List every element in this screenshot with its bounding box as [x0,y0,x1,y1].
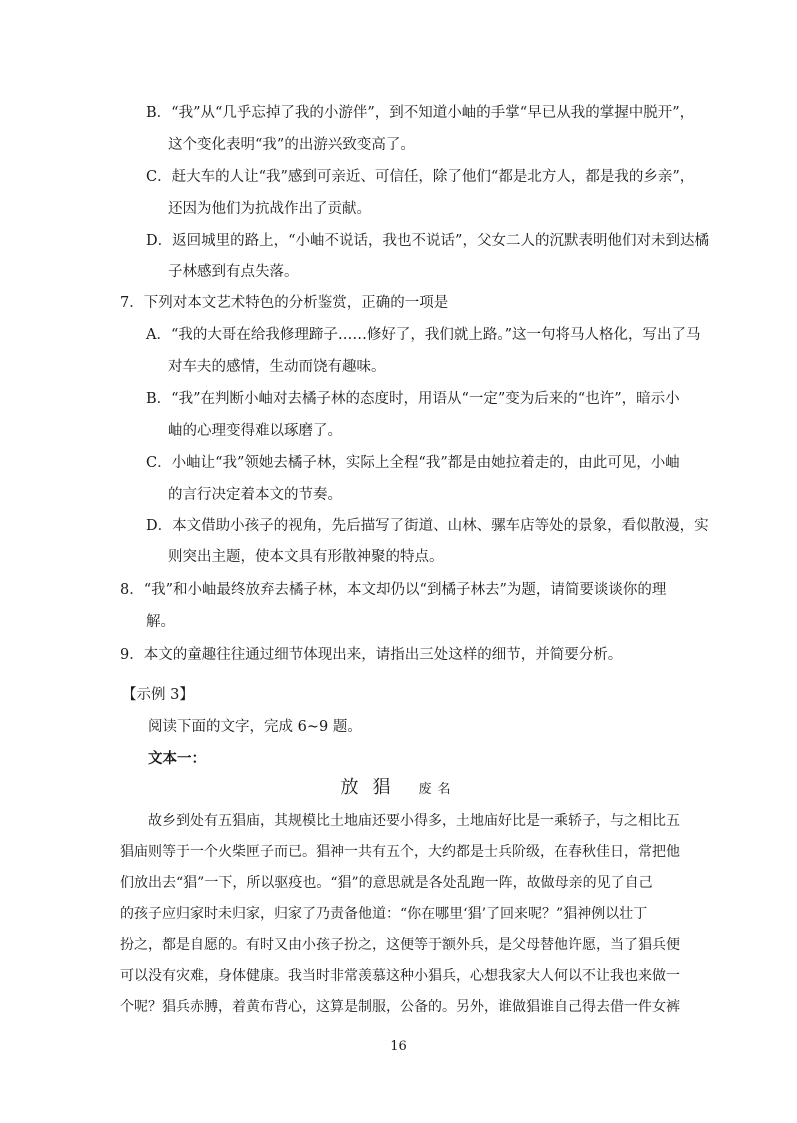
q6-option-c-line1: C．赶大车的人让“我”感到可亲近、可信任，除了他们“都是北方人，都是我的乡亲”， [146,169,695,185]
passage-author: 废名 [418,782,457,797]
q7-stem: 7．下列对本文艺术特色的分析鉴赏，正确的一项是 [120,295,449,311]
q7-option-d-line1: D．本文借助小孩子的视角，先后描写了街道、山林、骡车店等处的景象，看似散漫，实 [146,518,709,534]
q8-line2: 解。 [146,614,175,630]
q6-option-c-line2: 还因为他们为抗战作出了贡献。 [168,201,371,217]
passage-title: 放猖 [340,777,405,798]
q7-option-b-line2: 岫的心理变得难以琢磨了。 [168,423,342,439]
q6-option-b-line1: B．“我”从“几乎忘掉了我的小游伴”，到不知道小岫的手掌“早已从我的掌握中脱开”， [146,105,695,121]
q8-line1: 8．“我”和小岫最终放弃去橘子林，本文却仍以“到橘子林去”为题，请简要谈谈你的理 [120,582,667,598]
passage-line-2: 猖庙则等于一个火柴匣子而已。猖神一共有五个，大约都是士兵阶级，在春秋佳日，常把他 [120,844,680,860]
passage-line-5: 扮之，都是自愿的。有时又由小孩子扮之，这便等于额外兵，是父母替他许愿，当了猖兵便 [120,937,680,953]
passage-line-1: 故乡到处有五猖庙，其规模比土地庙还要小得多，土地庙好比是一乘轿子，与之相比五 [148,813,680,829]
passage-line-6: 可以没有灾难，身体健康。我当时非常羡慕这种小猖兵，心想我家大人何以不让我也来做一 [120,968,680,984]
q7-option-b-line1: B．“我”在判断小岫对去橘子林的态度时，用语从“一定”变为后来的“也许”，暗示小 [146,391,680,407]
q7-option-a-line2: 对车夫的感情，生动而饶有趣味。 [168,359,386,375]
q7-option-d-line2: 则突出主题，使本文具有形散神聚的特点。 [168,549,444,565]
example-instruction: 阅读下面的文字，完成 6~9 题。 [148,719,362,735]
page-number: 16 [390,1039,407,1054]
q6-option-d-line1: D．返回城里的路上，“小岫不说话，我也不说话”，父女二人的沉默表明他们对未到达橘 [146,233,709,249]
q7-option-a-line1: A．“我的大哥在给我修理蹄子……修好了，我们就上路。”这一句将马人格化，写出了马 [146,327,701,343]
text-one-label: 文本一： [148,750,206,767]
passage-line-3: 们放出去“猖”一下，所以驱疫也。“猖”的意思就是各处乱跑一阵，故做母亲的见了自己 [120,875,653,891]
q7-option-c-line1: C．小岫让“我”领她去橘子林，实际上全程“我”都是由她拉着走的，由此可见，小岫 [146,455,680,471]
q9: 9．本文的童趣往往通过细节体现出来，请指出三处这样的细节，并简要分析。 [120,647,623,663]
q6-option-b-line2: 这个变化表明“我”的出游兴致变高了。 [168,137,415,153]
passage-line-7: 个呢？猖兵赤膊，着黄布背心，这算是制服，公备的。另外，谁做猖谁自己得去借一件女裤 [120,999,680,1015]
passage-line-4: 的孩子应归家时未归家，归家了乃责备他道：“你在哪里‘猖’了回来呢？”猖神例以壮丁 [120,906,648,922]
q7-option-c-line2: 的言行决定着本文的节奏。 [168,487,342,503]
passage-title-block [0,778,797,800]
q6-option-d-line2: 子林感到有点失落。 [168,264,299,280]
example-heading: 【示例 3】 [122,687,194,703]
